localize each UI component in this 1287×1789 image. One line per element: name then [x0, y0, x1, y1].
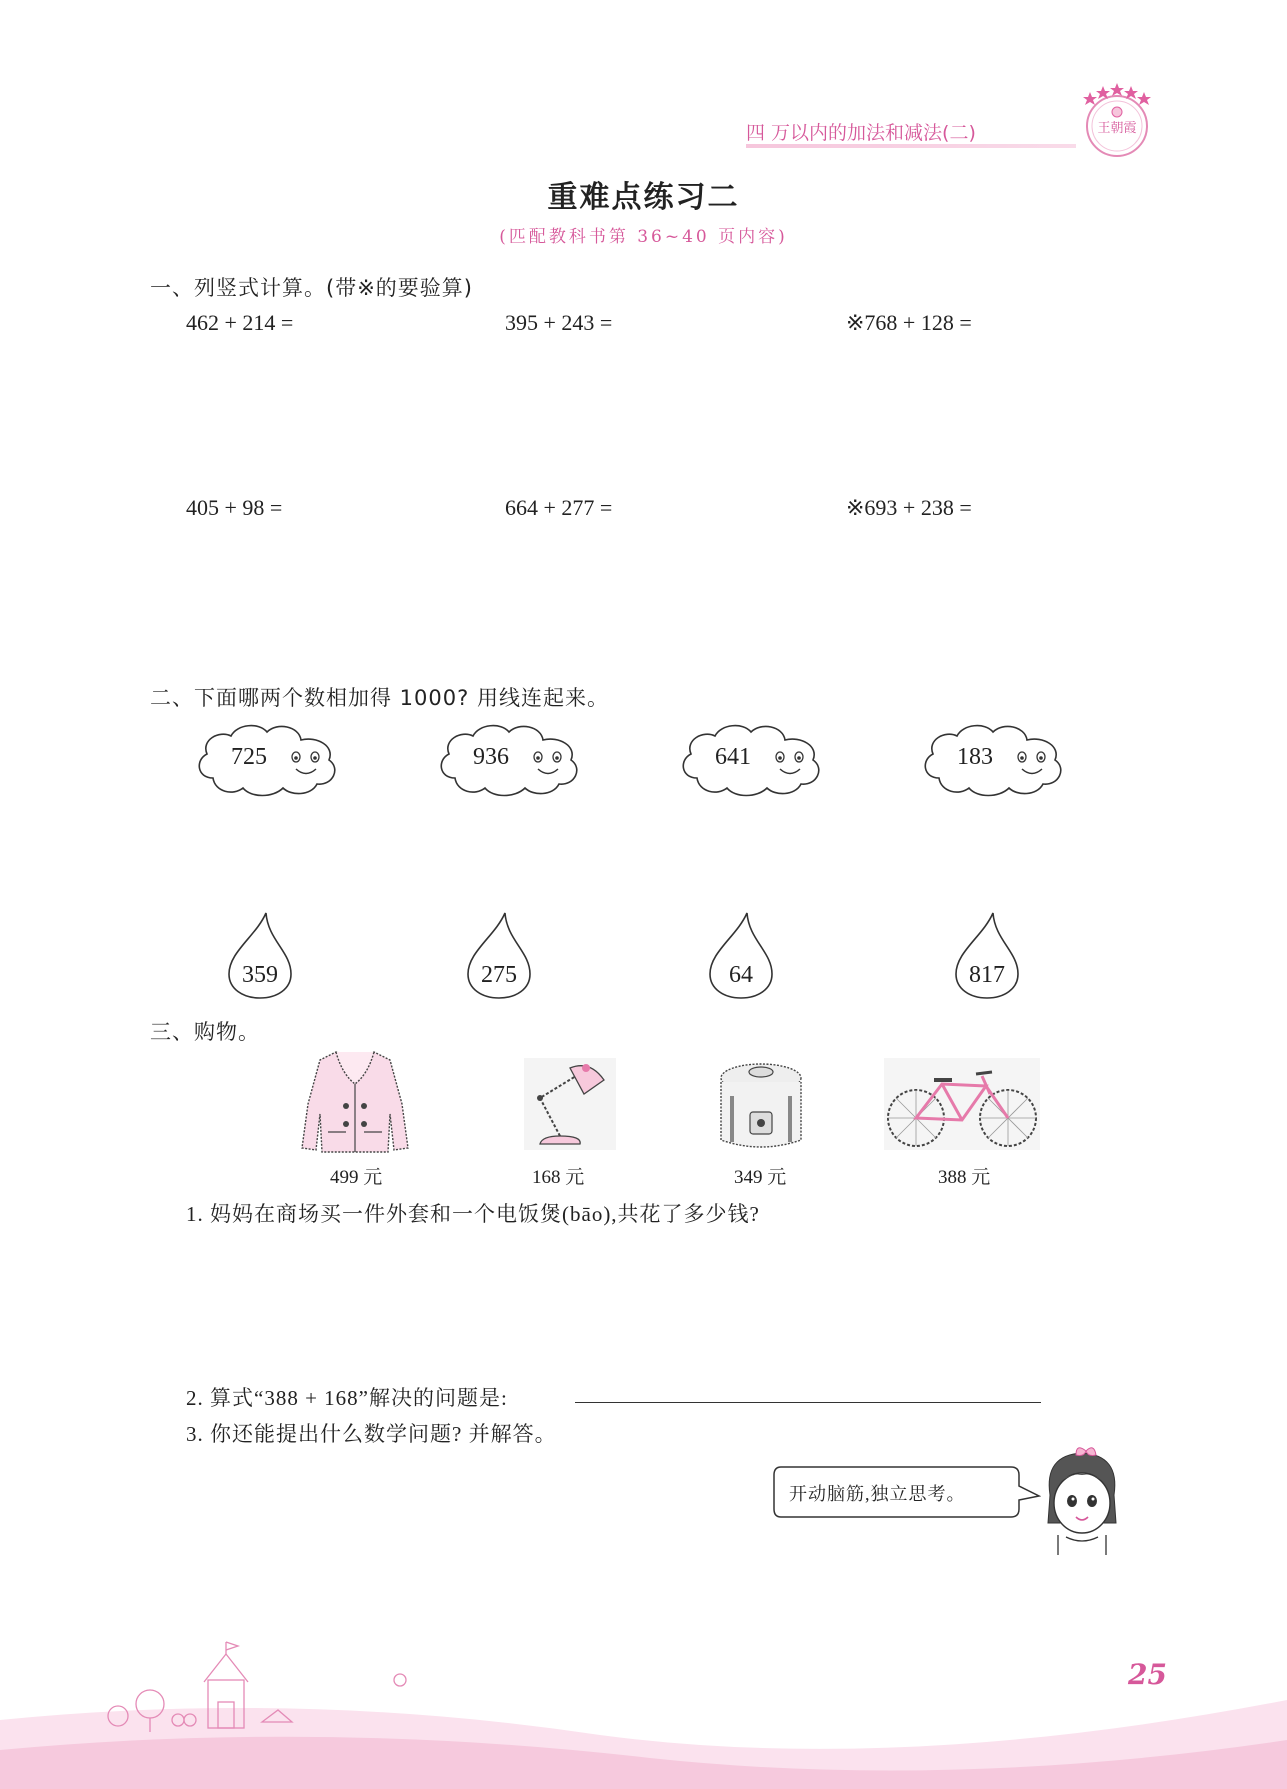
number-cloud: [919, 720, 1069, 800]
drop-number: 817: [969, 962, 1005, 988]
chapter-title: 四 万以内的加法和减法(二): [746, 122, 976, 144]
section1-heading: 一、列竖式计算。(带※的要验算): [150, 276, 473, 300]
girl-avatar: [1036, 1445, 1128, 1555]
number-cloud: [677, 720, 827, 800]
section2-heading: 二、下面哪两个数相加得 1000? 用线连起来。: [150, 686, 609, 710]
cloud-number: 183: [957, 744, 993, 770]
page-subtitle: (匹配教科书第 36~40 页内容): [499, 227, 788, 247]
drop-number: 275: [481, 962, 517, 988]
footer-decoration: [0, 1640, 1287, 1789]
calc-problem: 664 + 277 =: [505, 495, 613, 520]
drop-number: 359: [242, 962, 278, 988]
answer-blank-line[interactable]: [575, 1402, 1041, 1403]
number-drop: [707, 910, 775, 1000]
question-2: 2. 算式“388 + 168”解决的问题是:: [186, 1386, 508, 1410]
page-number: 25: [1128, 1658, 1167, 1691]
svg-text:王朝霞: 王朝霞: [1097, 121, 1137, 136]
cloud-number: 641: [715, 744, 751, 770]
chapter-header: [746, 118, 1076, 146]
number-drop: [953, 910, 1021, 1000]
speech-bubble: [773, 1466, 1041, 1518]
jacket-icon: [298, 1044, 413, 1159]
number-cloud: [435, 720, 585, 800]
section3-heading: 三、购物。: [150, 1020, 260, 1044]
cloud-number: 725: [231, 744, 267, 770]
rice-cooker-icon: [712, 1056, 810, 1154]
chapter-underline: [746, 144, 1076, 148]
cloud-number: 936: [473, 744, 509, 770]
speech-text: 开动脑筋,独立思考。: [789, 1484, 966, 1504]
brand-logo-icon: [1076, 80, 1158, 162]
calc-problem: 462 + 214 =: [186, 310, 294, 335]
price-label: 349 元: [734, 1167, 787, 1188]
bicycle-icon: [880, 1054, 1044, 1154]
calc-problem: 405 + 98 =: [186, 495, 283, 520]
number-drop: [465, 910, 533, 1000]
price-label: 388 元: [938, 1167, 991, 1188]
calc-problem: 395 + 243 =: [505, 310, 613, 335]
page-title: 重难点练习二: [547, 180, 740, 215]
number-cloud: [193, 720, 343, 800]
price-label: 168 元: [532, 1167, 585, 1188]
price-label: 499 元: [330, 1167, 383, 1188]
number-drop: [226, 910, 294, 1000]
drop-number: 64: [729, 962, 753, 988]
calc-problem: ※693 + 238 =: [846, 495, 972, 520]
calc-problem: ※768 + 128 =: [846, 310, 972, 335]
question-1: 1. 妈妈在商场买一件外套和一个电饭煲(bāo),共花了多少钱?: [186, 1202, 760, 1226]
question-3: 3. 你还能提出什么数学问题? 并解答。: [186, 1422, 557, 1446]
desk-lamp-icon: [520, 1054, 620, 1154]
